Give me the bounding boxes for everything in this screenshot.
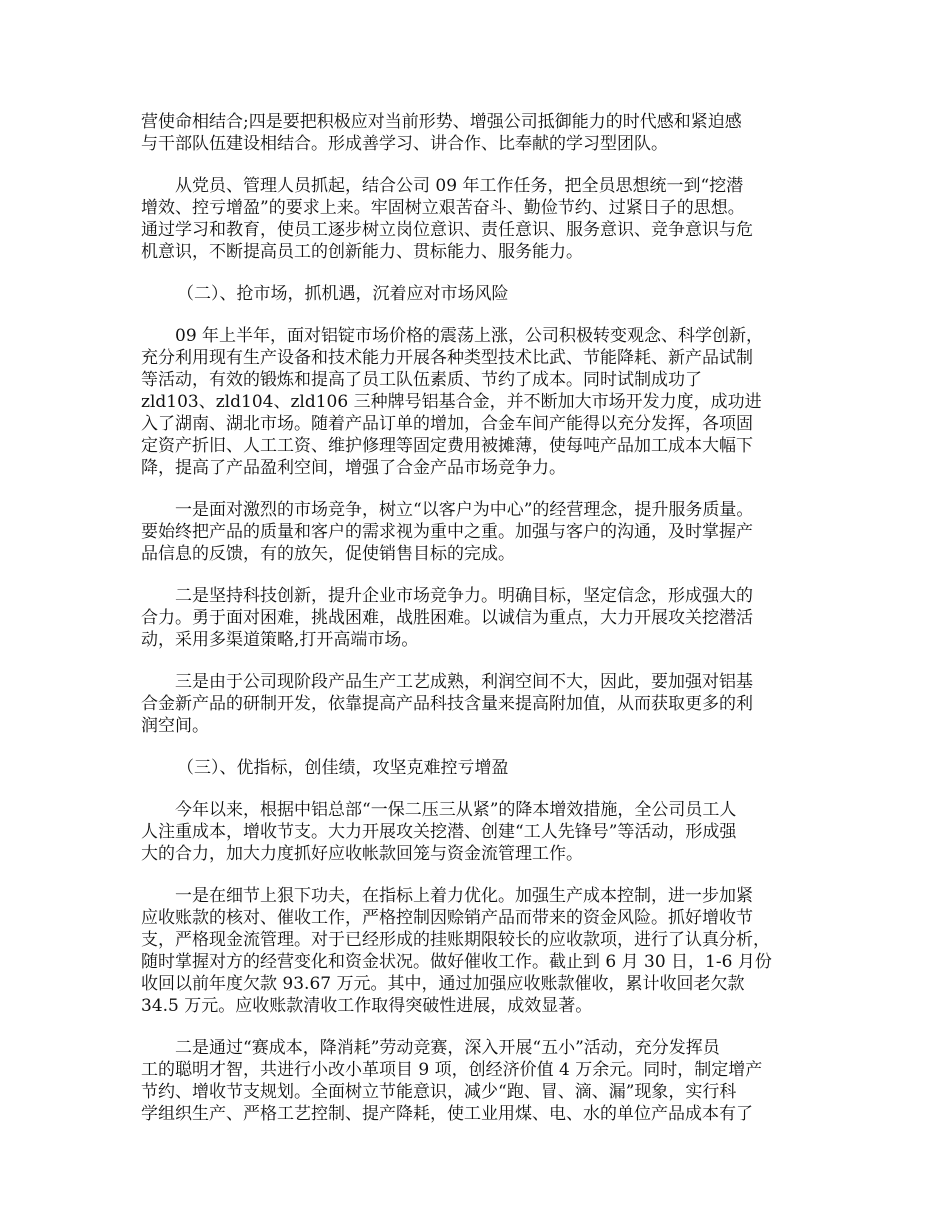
text-line: 收回以前年度欠款 93.67 万元。其中，通过加强应收账款催收，累计收回老欠款: [141, 974, 745, 994]
document-page: [141, 111, 821, 1145]
text-line: 润空间。: [141, 716, 209, 736]
text-line: 二是坚持科技创新，提升企业市场竞争力。明确目标，坚定信念，形成强大的: [141, 586, 753, 606]
paragraph: [141, 885, 821, 1017]
text-line: 定资产折旧、人工工资、维护修理等固定费用被摊薄，使每吨产品加工成本大幅下: [141, 436, 753, 456]
paragraph: [141, 325, 821, 479]
text-line: 降，提高了产品盈利空间，增强了合金产品市场竞争力。: [141, 458, 566, 478]
text-line: 今年以来，根据中铝总部“一保二压三从紧”的降本增效措施，全公司员工人: [141, 800, 737, 820]
text-line: 人注重成本，增收节支。大力开展攻关挖潜、创建“工人先锋号”等活动，形成强: [141, 822, 737, 842]
text-line: 合力。勇于面对困难，挑战困难，战胜困难。以诚信为重点，大力开展攻关挖潜活: [141, 608, 753, 628]
paragraph: [141, 671, 821, 737]
text-line: 动，采用多渠道策略,打开高端市场。: [141, 630, 419, 650]
text-line: 大的合力，加大力度抓好应收帐款回笼与资金流管理工作。: [141, 844, 583, 864]
text-line: 品信息的反馈，有的放矢，促使销售目标的完成。: [141, 544, 515, 564]
paragraph: [141, 799, 821, 865]
text-line: 通过学习和教育，使员工逐步树立岗位意识、责任意识、服务意识、竞争意识与危: [141, 220, 753, 240]
paragraph: [141, 499, 821, 565]
text-line: 随时掌握对方的经营变化和资金状况。做好催收工作。截止到 6 月 30 日，1-6 月份: [141, 952, 772, 972]
section-heading: （三）、优指标，创佳绩，攻坚克难控亏增盈: [177, 758, 509, 778]
text-line: 二是通过“赛成本，降消耗”劳动竞赛，深入开展“五小”活动，充分发挥员: [141, 1038, 720, 1058]
text-line: 要始终把产品的质量和客户的需求视为重中之重。加强与客户的沟通，及时掌握产: [141, 522, 753, 542]
text-line: 09 年上半年，面对铝锭市场价格的震荡上涨，公司积极转变观念、科学创新，: [141, 326, 764, 346]
text-line: 应收账款的核对、催收工作，严格控制因赊销产品而带来的资金风险。抓好增收节: [141, 908, 753, 928]
text-line: 入了湖南、湖北市场。随着产品订单的增加，合金车间产能得以充分发挥，各项固: [141, 414, 753, 434]
text-line: 一是面对激烈的市场竞争，树立“以客户为中心”的经营理念，提升服务质量。: [141, 500, 754, 520]
text-line: 从党员、管理人员抓起，结合公司 09 年工作任务，把全员思想统一到“挖潜: [141, 176, 744, 196]
text-line: 学组织生产、严格工艺控制、提产降耗，使工业用煤、电、水的单位产品成本有了: [141, 1104, 753, 1124]
section-heading: （二）、抢市场，抓机遇，沉着应对市场风险: [177, 284, 509, 304]
text-line: 营使命相结合;四是要把积极应对当前形势、增强公司抵御能力的时代感和紧迫感: [141, 112, 742, 132]
text-line: 三是由于公司现阶段产品生产工艺成熟，利润空间不大，因此，要加强对铝基: [141, 672, 753, 692]
text-line: zld103、zld104、zld106 三种牌号铝基合金，并不断加大市场开发力度，成功进: [141, 392, 762, 412]
text-line: 支，严格现金流管理。对于已经形成的挂账期限较长的应收款项，进行了认真分析，: [141, 930, 770, 950]
paragraph: [141, 175, 821, 263]
paragraph: [141, 585, 821, 651]
text-line: 工的聪明才智，共进行小改小革项目 9 项，创经济价值 4 万余元。同时，制定增产: [141, 1060, 763, 1080]
text-line: 充分利用现有生产设备和技术能力开展各种类型技术比武、节能降耗、新产品试制: [141, 348, 753, 368]
text-line: 机意识，不断提高员工的创新能力、贯标能力、服务能力。: [141, 242, 583, 262]
text-line: 合金新产品的研制开发，依靠提高产品科技含量来提高附加值，从而获取更多的利: [141, 694, 753, 714]
text-line: 34.5 万元。应收账款清收工作取得突破性进展，成效显著。: [141, 996, 593, 1016]
text-line: 节约、增收节支规划。全面树立节能意识，减少“跑、冒、滴、漏”现象，实行科: [141, 1082, 737, 1102]
text-line: 与干部队伍建设相结合。形成善学习、讲合作、比奉献的学习型团队。: [141, 134, 668, 154]
paragraph: [141, 1037, 821, 1125]
paragraph: [141, 111, 821, 155]
text-line: 一是在细节上狠下功夫，在指标上着力优化。加强生产成本控制，进一步加紧: [141, 886, 753, 906]
text-line: 等活动，有效的锻炼和提高了员工队伍素质、节约了成本。同时试制成功了: [141, 370, 702, 390]
text-line: 增效、控亏增盈”的要求上来。牢固树立艰苦奋斗、勤俭节约、过紧日子的思想。: [141, 198, 745, 218]
